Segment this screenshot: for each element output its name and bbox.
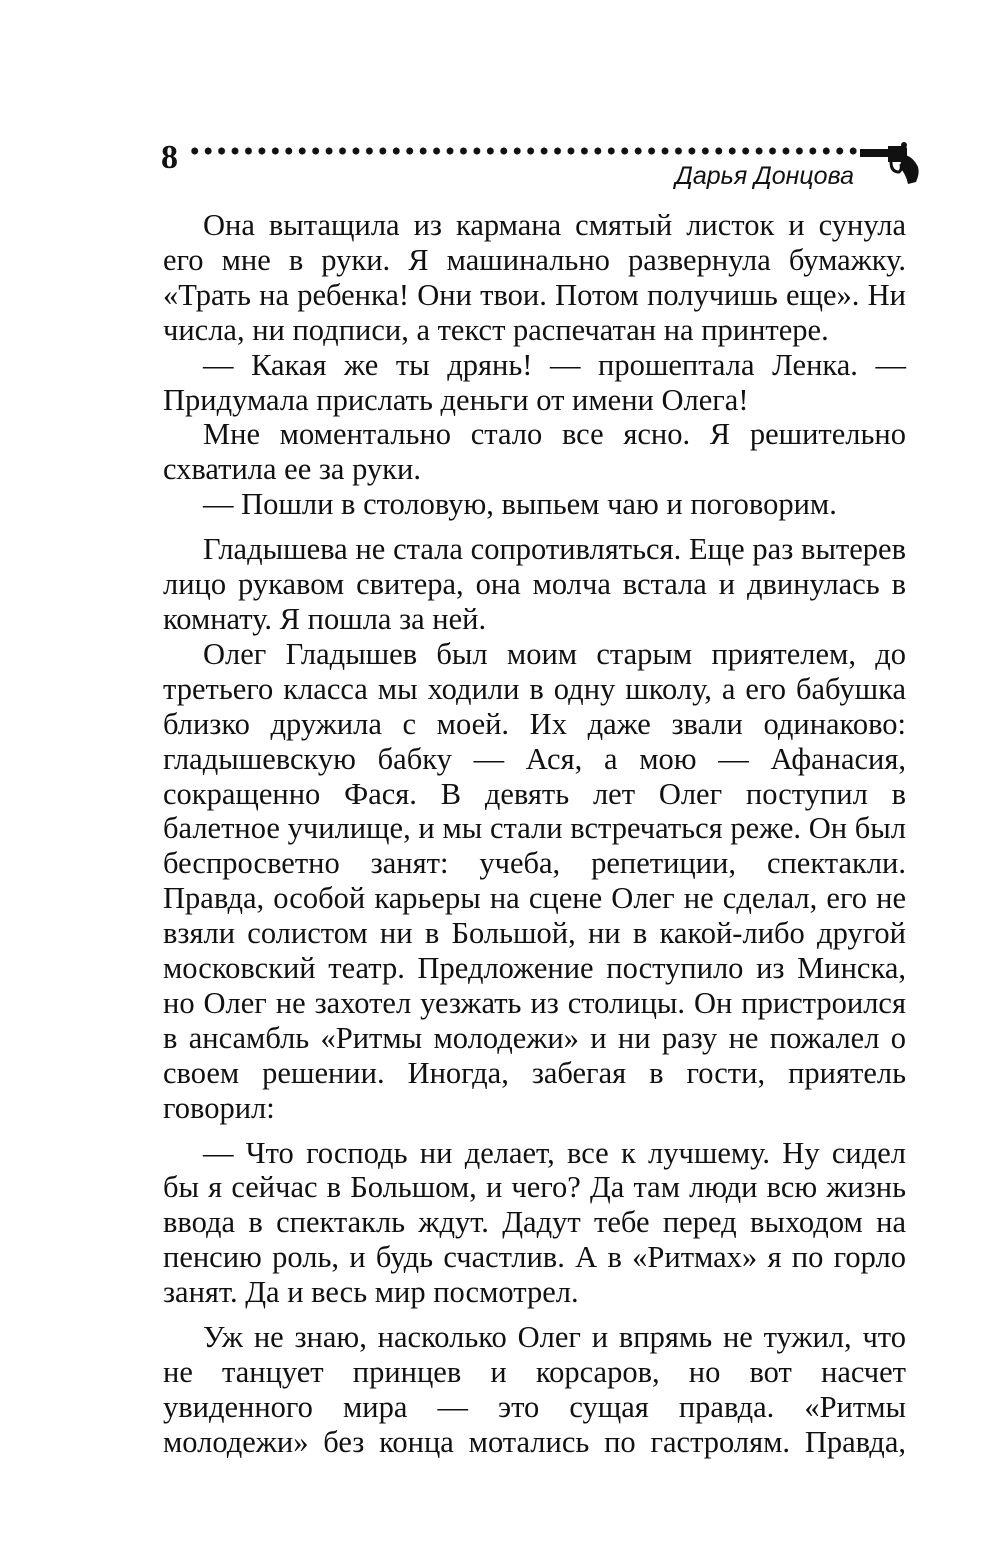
revolver-hammer [901, 142, 907, 148]
paragraph-7: — Что господь ни делает, все к лучшему. Ну сидел бы я сейчас в Большом, и чего? Да там люди всю жизнь ввода в спектакль ждут. Дадут тебе перед выходом на пенсию роль, и будь счастлив. А в «Ритмах» я по горло занят. Да и весь мир посмотрел. [163, 1135, 906, 1310]
running-header-author: Дарья Донцова [675, 162, 854, 190]
revolver-trigger-guard [891, 162, 901, 172]
header-dot-leader [188, 144, 860, 158]
paragraph-2: — Какая же ты дрянь! — прошептала Ленка. — Придумала прислать деньги от имени Олега! [163, 347, 906, 417]
revolver-icon [858, 140, 920, 186]
paragraph-5: Гладышева не стала сопротивляться. Еще раз вытерев лицо рукавом свитера, она молча встала и двинулась в комнату. Я пошла за ней. [163, 532, 906, 636]
paragraph-8: Уж не знаю, насколько Олег и впрямь не тужил, что не танцует принцев и корсаров, но вот насчет увиденного мира — это сущая правда. «Ритмы молодежи» без конца мотались по гастролям. Правда, [163, 1320, 906, 1459]
body-text [163, 208, 906, 1460]
paragraph-6: Олег Гладышев был моим старым приятелем, до третьего класса мы ходили в одну школу, а его бабушка близко дружила с моей. Их даже звали одинаково: гладышевскую бабку — Ася, а мою — Афанасия, сокращенно Фася. В девять лет Олег поступил в балетное училище, и мы стали встречаться реже. Он был беспросветно занят: учеба, репетиции, спектакли. Правда, особой карьеры на сцене Олег не сделал, его не взяли солистом ни в Большой, ни в какой-либо другой московский театр. Предложение поступило из Минска, но Олег не захотел уезжать из столицы. Он пристроился в ансамбль «Ритмы молодежи» и ни разу не пожалел о своем решении. Иногда, забегая в гости, приятель говорил: [163, 636, 906, 1125]
page-number: 8 [161, 139, 178, 176]
revolver-grip [900, 154, 919, 184]
paragraph-1: Она вытащила из кармана смятый листок и сунула его мне в руки. Я машинально развернула бумажку. «Трать на ребенка! Они твои. Потом получишь еще». Ни числа, ни подписи, а текст распечатан на принтере. [163, 208, 906, 347]
paragraph-4: — Пошли в столовую, выпьем чаю и поговорим. [203, 487, 837, 522]
paragraph-3: Мне моментально стало все ясно. Я решительно схватила ее за руки. [163, 417, 906, 487]
